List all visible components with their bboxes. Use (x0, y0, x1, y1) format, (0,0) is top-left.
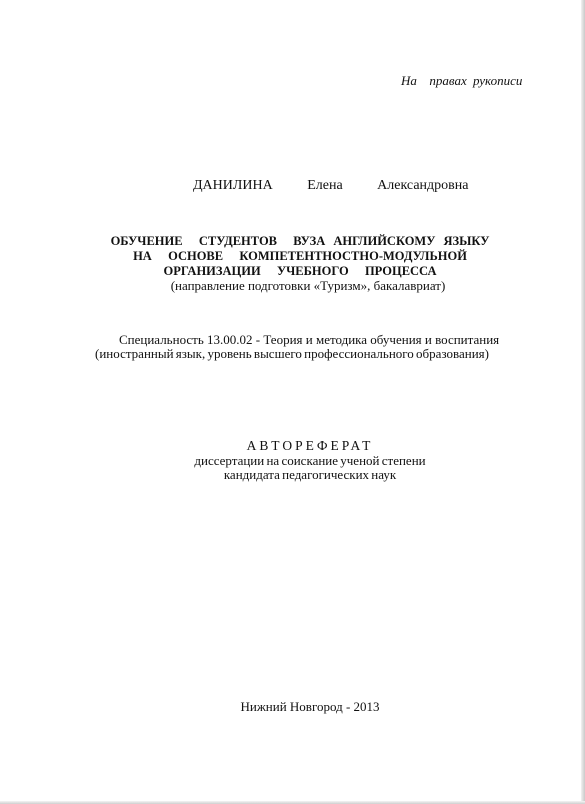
training-direction: (направление подготовки «Туризм», бакалавриат) (170, 278, 446, 293)
manuscript-note: На правах рукописи (401, 73, 523, 88)
page-edge-shadow-right (581, 0, 585, 804)
title-line-3: ОРГАНИЗАЦИИ УЧЕБНОГО ПРОЦЕССА (163, 264, 437, 278)
abstract-subtitle-line-1: диссертации на соискание ученой степени (194, 453, 426, 468)
title-line-2: НА ОСНОВЕ КОМПЕТЕНТНОСТНО-МОДУЛЬНОЙ (133, 249, 467, 263)
abstract-title: АВТОРЕФЕРАТ (246, 438, 374, 453)
title-line-1: ОБУЧЕНИЕ СТУДЕНТОВ ВУЗА АНГЛИЙСКОМУ ЯЗЫКУ (110, 234, 490, 248)
specialty: Специальность 13.00.02 - Теория и методика обучения и воспитания (119, 332, 500, 347)
abstract-subtitle-line-2: кандидата педагогических наук (223, 467, 397, 482)
specialty-note: (иностранный язык, уровень высшего профессионального образования) (95, 346, 489, 361)
place-year: Нижний Новгород - 2013 (240, 699, 380, 714)
author-name: ДАНИЛИНА Елена Александровна (193, 178, 469, 193)
